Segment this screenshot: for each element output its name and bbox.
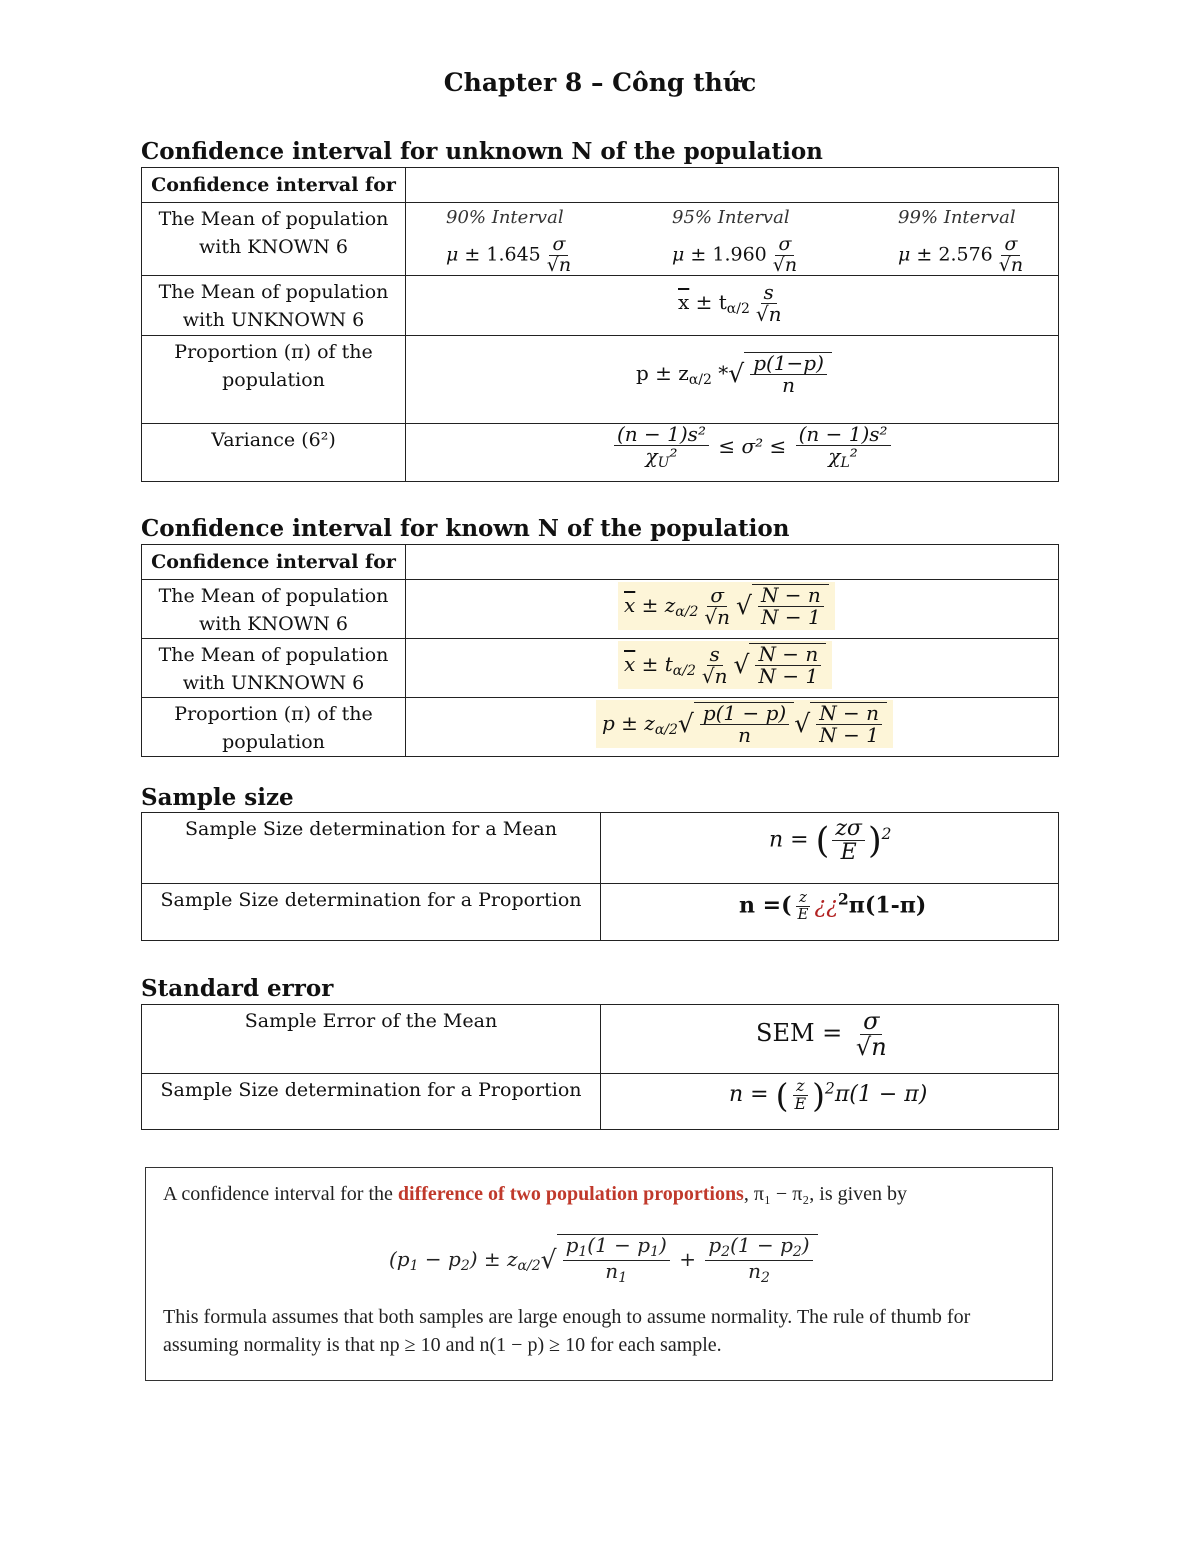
note-highlight: difference of two population proportions [397, 1183, 744, 1205]
row-label-sample-mean: Sample Size determination for a Mean [142, 813, 601, 884]
formula-t-interval: $\overline{x} \pm t_{\alpha/2}$ $\frac{s}{√n}$ [678, 280, 782, 326]
formula-99: μ ± 2.576 $\frac{\sigma}{√n}$ [898, 233, 1024, 276]
row-label-mean-known: The Mean of population with KNOWN 6 [142, 203, 406, 276]
section-heading-known-n: Confidence interval for known N of the population [141, 515, 790, 542]
formula-95: μ ± 1.960 $\frac{\sigma}{√n}$ [672, 233, 798, 276]
interval-95-label: 95% Interval [672, 207, 790, 228]
table-unknown-n [141, 167, 1059, 482]
formula-cell-fpc-t [406, 639, 1059, 698]
note-intro: A confidence interval for the difference of two population proportions, π₁ − π₂, is given by [163, 1183, 908, 1205]
table-header-formula [406, 168, 1059, 203]
formula-fpc-z: $\overline{x} \pm z_{\alpha/2}$ $\frac{\sigma}{√n}$ √ $\frac{N - n}{N - 1}$ [618, 582, 835, 630]
formula-n-pi: n = ( $\frac{z}{E}$ )$^2$π(1 − π) [729, 1075, 928, 1115]
table-known-n [141, 544, 1059, 757]
table-header-label: Confidence interval for [142, 168, 406, 203]
section-heading-sample-size: Sample size [141, 784, 294, 811]
table-standard-error [141, 1004, 1059, 1130]
section-heading-standard-error: Standard error [141, 975, 334, 1002]
formula-sem: SEM = $\frac{\sigma}{√n}$ [756, 1007, 887, 1062]
formula-n-mean: n = ( $\frac{z\sigma}{E}$ )$^2$ [769, 816, 892, 866]
row-label-proportion: Proportion (π) of the population [142, 336, 406, 424]
table-sample-size [141, 812, 1059, 941]
formula-cell-fpc-z [406, 580, 1059, 639]
row-label-se-proportion: Sample Size determination for a Proportion [142, 1074, 601, 1130]
row-label-proportion: Proportion (π) of the population [142, 698, 406, 757]
row-label-mean-unknown: The Mean of population with UNKNOWN 6 [142, 639, 406, 698]
formula-cell-n-pi [601, 1074, 1059, 1130]
section-heading-unknown-n: Confidence interval for unknown N of the population [141, 138, 823, 165]
row-label-mean-known: The Mean of population with KNOWN 6 [142, 580, 406, 639]
two-proportion-note [145, 1167, 1053, 1381]
formula-cell-proportion [406, 336, 1059, 424]
note-rule: This formula assumes that both samples are large enough to assume normality. The rule of thumb for assuming normality is that np ≥ 10 and n(1 − p) ≥ 10 for each sample. [163, 1306, 971, 1356]
formula-cell-t [406, 276, 1059, 336]
formula-90: μ ± 1.645 $\frac{\sigma}{√n}$ [446, 233, 572, 276]
formula-cell-n-mean [601, 813, 1059, 884]
formula-proportion: $p \pm z_{\alpha/2}$ *√ $\frac{p(1-p)}{n}$ [636, 352, 832, 396]
formula-cell-variance [406, 424, 1059, 482]
row-label-variance: Variance (6²) [142, 424, 406, 482]
row-label-mean-unknown: The Mean of population with UNKNOWN 6 [142, 276, 406, 336]
table-header-label: Confidence interval for [142, 545, 406, 580]
formula-fpc-proportion: $p \pm z_{\alpha/2}√$ $\frac{p(1 - p)}{n}$ √ $\frac{N - n}{N - 1}$ [596, 700, 893, 748]
formula-cell-fpc-p [406, 698, 1059, 757]
formula-variance: $\frac{\text{(n − 1)s²}}{\chi_U^2}$ ≤ σ² ≤ $\frac{\text{(n − 1)s²}}{\chi_L^2}$ [611, 424, 894, 471]
formula-cell-n-proportion [601, 884, 1059, 941]
row-label-sem: Sample Error of the Mean [142, 1005, 601, 1074]
formula-two-proportions: $(p_1 - p_2) \pm z_{\alpha/2}√$ $\frac{p_1(1 - p_1)}{n_1}$ + $\frac{p_2(1 - p_2)}{n_2}$ [389, 1234, 818, 1286]
formula-fpc-t: $\overline{x} \pm t_{\alpha/2}$ $\frac{s}{√n}$ √ $\frac{N - n}{N - 1}$ [618, 641, 832, 689]
formula-n-proportion: n =( $\frac{z}{E}$ ¿¿$^2$π(1-π) [739, 888, 927, 923]
table-header-formula [406, 545, 1059, 580]
interval-99-label: 99% Interval [898, 207, 1016, 228]
formula-cell-sem [601, 1005, 1059, 1074]
interval-90-label: 90% Interval [446, 207, 564, 228]
page-title: Chapter 8 – Công thức [443, 68, 757, 97]
interval-cell [406, 203, 1059, 276]
row-label-sample-proportion: Sample Size determination for a Proportion [142, 884, 601, 941]
